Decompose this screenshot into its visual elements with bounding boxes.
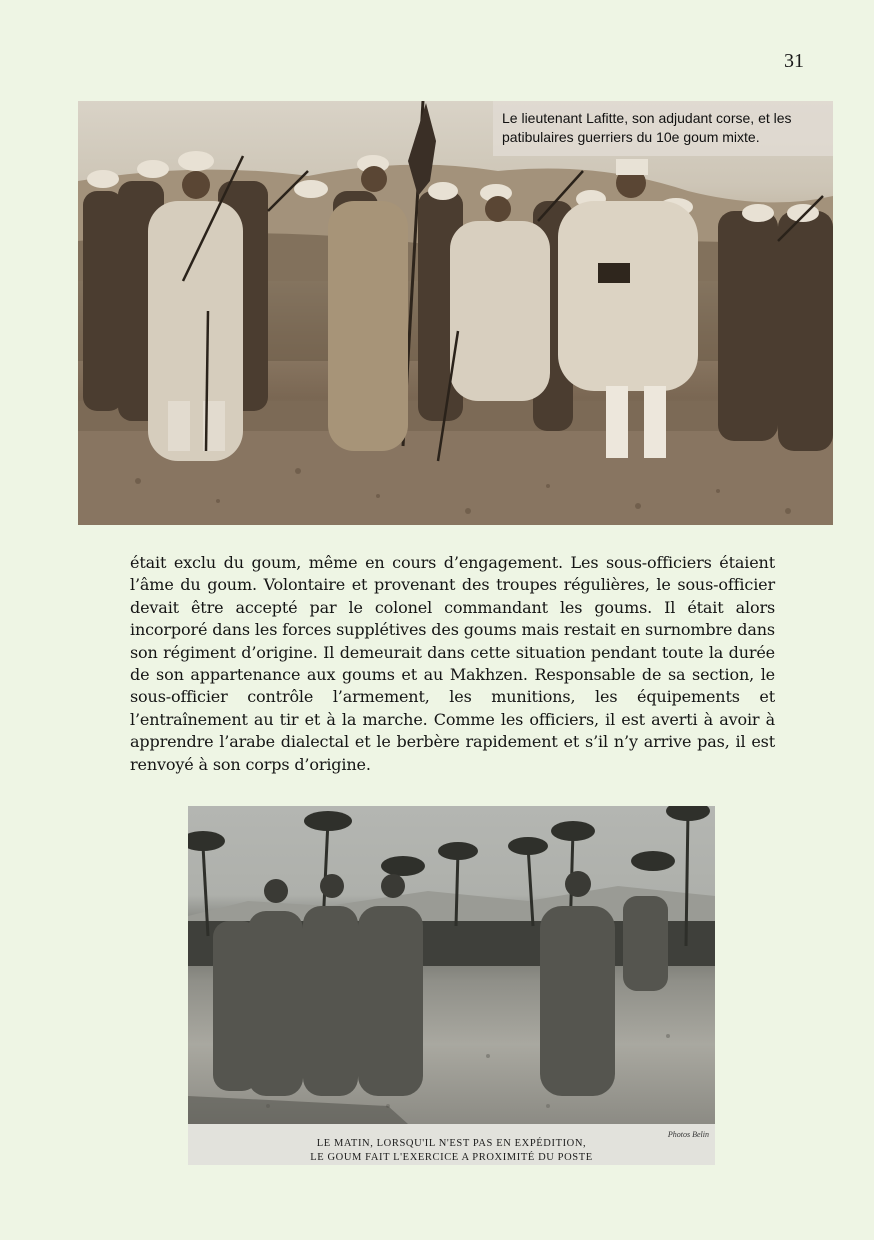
photo-caption: Le lieutenant Lafitte, son adjudant corse, et les patibulaires guerriers du 10e goum mixte. bbox=[502, 110, 792, 145]
page-number: 31 bbox=[784, 50, 804, 72]
photo-credit: Photos Belin bbox=[667, 1130, 709, 1139]
photo-caption-line-2: LE GOUM FAIT L'EXERCICE A PROXIMITÉ DU POSTE bbox=[310, 1152, 593, 1163]
photo-soldiers-illustration bbox=[78, 101, 833, 525]
body-paragraph: était exclu du goum, même en cours d’engagement. Les sous-officiers étaient l’âme du goum. Volontaire et provenant des troupes régulières, le sous-officier devait être accepté par le colonel commandant les goums. Il était alors incorporé dans les forces supplétives des goums mais restait en surnombre dans son régiment d’origine. Il demeurait dans cette situation pendant toute la durée de son appartenance aux goums et au Makhzen. Responsable de sa section, le sous-officier contrôle l’armement, les munitions, les équipements et l’entraînement au tir et à la marche. Comme les officiers, il est averti à avoir à apprendre l’arabe dialectal et le berbère rapidement et s’il n’y arrive pas, il est renvoyé à son corps d’origine. bbox=[130, 553, 775, 774]
photo-goum-soldiers bbox=[78, 101, 833, 525]
photo-exercise-illustration bbox=[188, 806, 715, 1124]
photo-exercise-image bbox=[188, 806, 715, 1124]
photo-goum-exercise bbox=[188, 806, 715, 1165]
photo-caption-line-1: LE MATIN, LORSQU'IL N'EST PAS EN EXPÉDITION, bbox=[316, 1138, 587, 1149]
